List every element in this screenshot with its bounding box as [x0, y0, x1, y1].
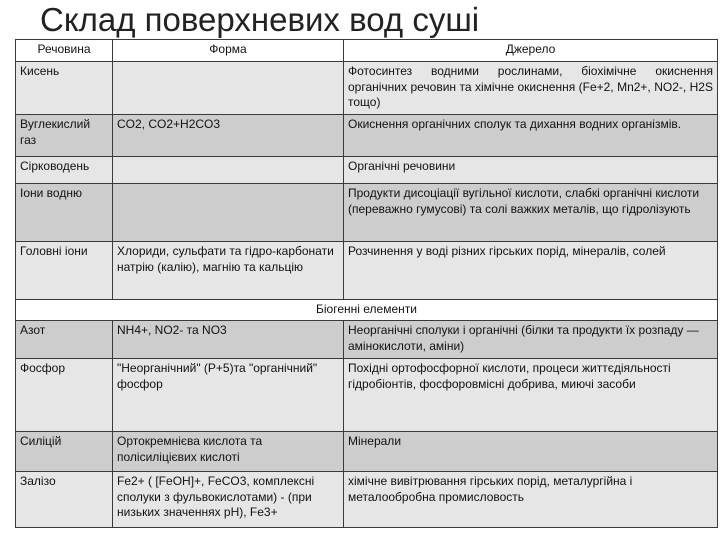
- cell-substance: Азот: [16, 321, 113, 359]
- cell-substance: Фосфор: [16, 359, 113, 432]
- cell-form: Ортокремнієва кислота та полісиліцієвих кислоті: [113, 432, 344, 472]
- cell-form: [113, 157, 344, 184]
- cell-source: Похідні ортофосфорної кислоти, процеси життєдіяльності гідробіонтів, фосфоровмісні добрива, миючі засоби: [344, 359, 718, 432]
- table-row: [16, 321, 718, 359]
- column-header-form: Форма: [113, 40, 344, 62]
- cell-source: Органічні речовини: [344, 157, 718, 184]
- table-row: [16, 115, 718, 157]
- cell-form: "Неорганічний" (Р+5)та "органічний" фосфор: [113, 359, 344, 432]
- table-row: [16, 472, 718, 528]
- cell-source: Розчинення у воді різних гірських порід, мінералів, солей: [344, 242, 718, 300]
- cell-form: [113, 184, 344, 242]
- cell-substance: Іони водню: [16, 184, 113, 242]
- cell-substance: Сірководень: [16, 157, 113, 184]
- table-header-row: [16, 40, 718, 62]
- cell-source: Продукти дисоціації вугільної кислоти, слабкі органічні кислоти (переважно гумусові) та солі важких металів, що гідролізують: [344, 184, 718, 242]
- cell-source: Мінерали: [344, 432, 718, 472]
- table-row: [16, 242, 718, 300]
- table-row: [16, 359, 718, 432]
- cell-form: [113, 62, 344, 115]
- cell-source: Окиснення органічних сполук та дихання водних організмів.: [344, 115, 718, 157]
- cell-substance: Залізо: [16, 472, 113, 528]
- cell-form: Fe2+ ( [FeOH]+, FeCO3, комплексні сполуки з фульвокислотами) - (при низьких значеннях pH), Fe3+: [113, 472, 344, 528]
- water-composition-table: [15, 39, 718, 528]
- cell-substance: Кисень: [16, 62, 113, 115]
- cell-form: Хлориди, сульфати та гідро-карбонати натрію (калію), магнію та кальцію: [113, 242, 344, 300]
- column-header-source: Джерело: [344, 40, 718, 62]
- section-header-row: [16, 300, 718, 321]
- cell-substance: Вуглекислий газ: [16, 115, 113, 157]
- section-title: Біогенні елементи: [16, 300, 718, 321]
- table-row: [16, 62, 718, 115]
- cell-source: хімічне вивітрювання гірських порід, металургійна і металообробна промисловость: [344, 472, 718, 528]
- cell-substance: Головні іони: [16, 242, 113, 300]
- cell-form: CO2, CO2+H2CO3: [113, 115, 344, 157]
- cell-source: Неорганічні сполуки і органічні (білки та продукти їх розпаду — амінокислоти, аміни): [344, 321, 718, 359]
- table-row: [16, 184, 718, 242]
- column-header-substance: Речовина: [16, 40, 113, 62]
- table-row: [16, 157, 718, 184]
- cell-substance: Силіцій: [16, 432, 113, 472]
- table-row: [16, 432, 718, 472]
- page-title: Склад поверхневих вод суші: [40, 1, 480, 38]
- cell-form: NH4+, NO2- та NO3: [113, 321, 344, 359]
- cell-source: Фотосинтез водними рослинами, біохімічне окиснення органічних речовин та хімічне окиснення (Fe+2, Mn2+, NO2-, H2S тощо): [344, 62, 718, 115]
